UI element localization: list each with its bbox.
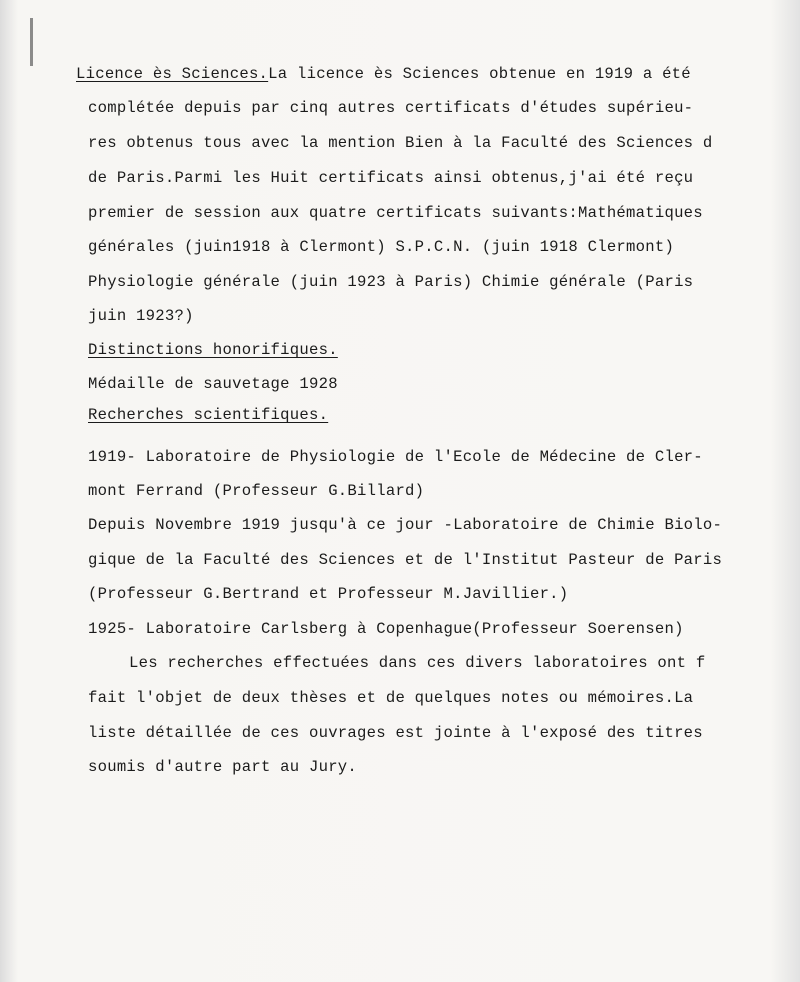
closing-line-3: liste détaillée de ces ouvrages est jointe à l'exposé des titres (88, 724, 703, 742)
closing-line-1: Les recherches effectuées dans ces divers laboratoires ont f (129, 654, 706, 672)
research-line-6: 1925- Laboratoire Carlsberg à Copenhague(Professeur Soerensen) (88, 620, 684, 638)
licence-line-7: Physiologie générale (juin 1923 à Paris) Chimie générale (Paris (88, 273, 694, 291)
licence-line-4: de Paris.Parmi les Huit certificats ainsi obtenus,j'ai été reçu (88, 169, 694, 187)
licence-line-1 (76, 64, 691, 84)
licence-line-2: complétée depuis par cinq autres certificats d'études supérieu- (88, 99, 694, 117)
licence-line-3: res obtenus tous avec la mention Bien à la Faculté des Sciences d (88, 134, 713, 152)
licence-heading: Licence ès Sciences. (76, 65, 269, 83)
closing-line-2: fait l'objet de deux thèses et de quelques notes ou mémoires.La (88, 689, 694, 707)
distinction-item: Médaille de sauvetage 1928 (88, 375, 338, 393)
closing-line-4: soumis d'autre part au Jury. (88, 758, 358, 776)
research-line-4: gique de la Faculté des Sciences et de l'Institut Pasteur de Paris (88, 551, 723, 569)
licence-line-8: juin 1923?) (88, 307, 194, 325)
research-line-2: mont Ferrand (Professeur G.Billard) (88, 482, 425, 500)
distinctions-heading: Distinctions honorifiques. (88, 341, 338, 359)
research-line-5: (Professeur G.Bertrand et Professeur M.Javillier.) (88, 585, 569, 603)
research-line-1: 1919- Laboratoire de Physiologie de l'Ecole de Médecine de Cler- (88, 448, 703, 466)
licence-line-5: premier de session aux quatre certificats suivants:Mathématiques (88, 204, 703, 222)
research-heading: Recherches scientifiques. (88, 406, 329, 424)
research-line-3: Depuis Novembre 1919 jusqu'à ce jour -Laboratoire de Chimie Biolo- (88, 516, 723, 534)
licence-text-1: La licence ès Sciences obtenue en 1919 a été (268, 65, 691, 83)
licence-line-6: générales (juin1918 à Clermont) S.P.C.N. (juin 1918 Clermont) (88, 238, 675, 256)
